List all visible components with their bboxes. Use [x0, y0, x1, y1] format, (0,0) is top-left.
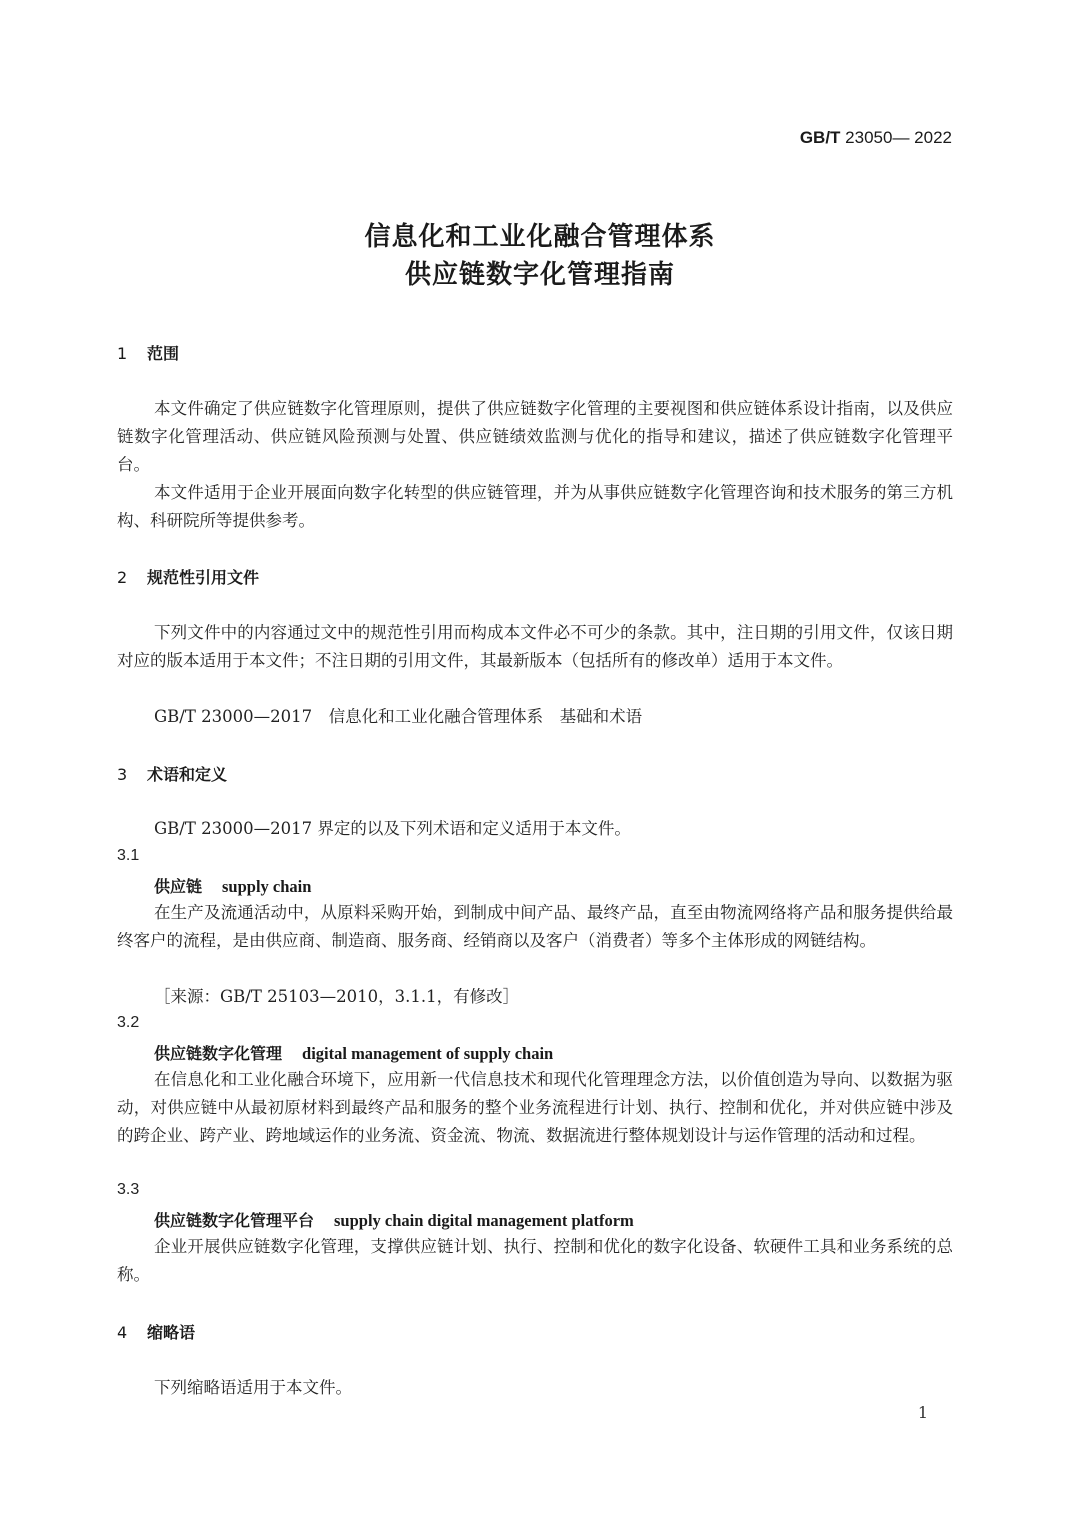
term-chinese: 供应链数字化管理 [154, 1044, 283, 1063]
standard-prefix: GB/T [799, 128, 841, 147]
standard-code: 23050— 2022 [845, 128, 952, 147]
document-title [0, 218, 1080, 294]
term-entry [154, 1208, 634, 1231]
term-source: ［来源：GB/T 25103—2010，3.1.1，有修改］ [154, 987, 520, 1006]
section-number: 3 [117, 765, 128, 784]
section-1-paragraph-1: 本文件确定了供应链数字化管理原则，提供了供应链数字化管理的主要视图和供应链体系设计指南，以及供应链数字化管理活动、供应链风险预测与处置、供应链绩效监测与优化的指导和建议，描述了供应链数字化管理平台。 [117, 399, 953, 474]
section-number: 2 [117, 568, 128, 587]
normative-reference: GB/T 23000—2017 信息化和工业化融合管理体系 基础和术语 [154, 707, 643, 726]
section-title: 术语和定义 [147, 765, 228, 784]
section-title: 缩略语 [147, 1323, 196, 1342]
term-english: digital management of supply chain [302, 1044, 554, 1063]
section-number: 1 [117, 344, 128, 363]
title-line-1: 信息化和工业化融合管理体系 [364, 222, 716, 252]
term-entry [154, 874, 311, 897]
section-1-paragraph-2: 本文件适用于企业开展面向数字化转型的供应链管理，并为从事供应链数字化管理咨询和技术服务的第三方机构、科研院所等提供参考。 [117, 483, 953, 530]
section-number: 4 [117, 1323, 128, 1342]
title-line-2: 供应链数字化管理指南 [404, 260, 675, 290]
section-title: 规范性引用文件 [147, 568, 260, 587]
term-definition: 企业开展供应链数字化管理，支撑供应链计划、执行、控制和优化的数字化设备、软硬件工具和业务系统的总称。 [117, 1237, 953, 1284]
section-1-heading [117, 341, 179, 364]
term-entry [154, 1041, 553, 1064]
section-4-paragraph-1: 下列缩略语适用于本文件。 [154, 1378, 352, 1397]
section-3-heading [117, 762, 227, 785]
section-3-intro: GB/T 23000—2017 界定的以及下列术语和定义适用于本文件。 [154, 819, 631, 838]
section-title: 范围 [147, 344, 180, 363]
term-chinese: 供应链数字化管理平台 [154, 1211, 315, 1230]
term-definition: 在生产及流通活动中，从原料采购开始，到制成中间产品、最终产品，直至由物流网络将产品和服务提供给最终客户的流程，是由供应商、制造商、服务商、经销商以及客户（消费者）等多个主体形成的网链结构。 [117, 903, 953, 950]
section-2-heading [117, 565, 259, 588]
term-number: 3.3 [117, 1181, 140, 1198]
section-4-heading [117, 1320, 195, 1343]
page-number: 1 [917, 1403, 928, 1422]
standard-number [800, 128, 952, 148]
term-english: supply chain digital management platform [334, 1211, 634, 1230]
term-number: 3.2 [117, 1014, 140, 1031]
section-2-paragraph-1: 下列文件中的内容通过文中的规范性引用而构成本文件必不可少的条款。其中，注日期的引用文件，仅该日期对应的版本适用于本文件；不注日期的引用文件，其最新版本（包括所有的修改单）适用于本文件。 [117, 623, 953, 670]
term-chinese: 供应链 [154, 877, 203, 896]
term-definition: 在信息化和工业化融合环境下，应用新一代信息技术和现代化管理理念方法，以价值创造为导向、以数据为驱动，对供应链中从最初原材料到最终产品和服务的整个业务流程进行计划、执行、控制和优化，并对供应链中涉及的跨企业、跨产业、跨地域运作的业务流、资金流、物流、数据流进行整体规划设计与运作管理的活动和过程。 [117, 1070, 953, 1145]
term-english: supply chain [222, 877, 312, 896]
term-number: 3.1 [117, 847, 140, 864]
